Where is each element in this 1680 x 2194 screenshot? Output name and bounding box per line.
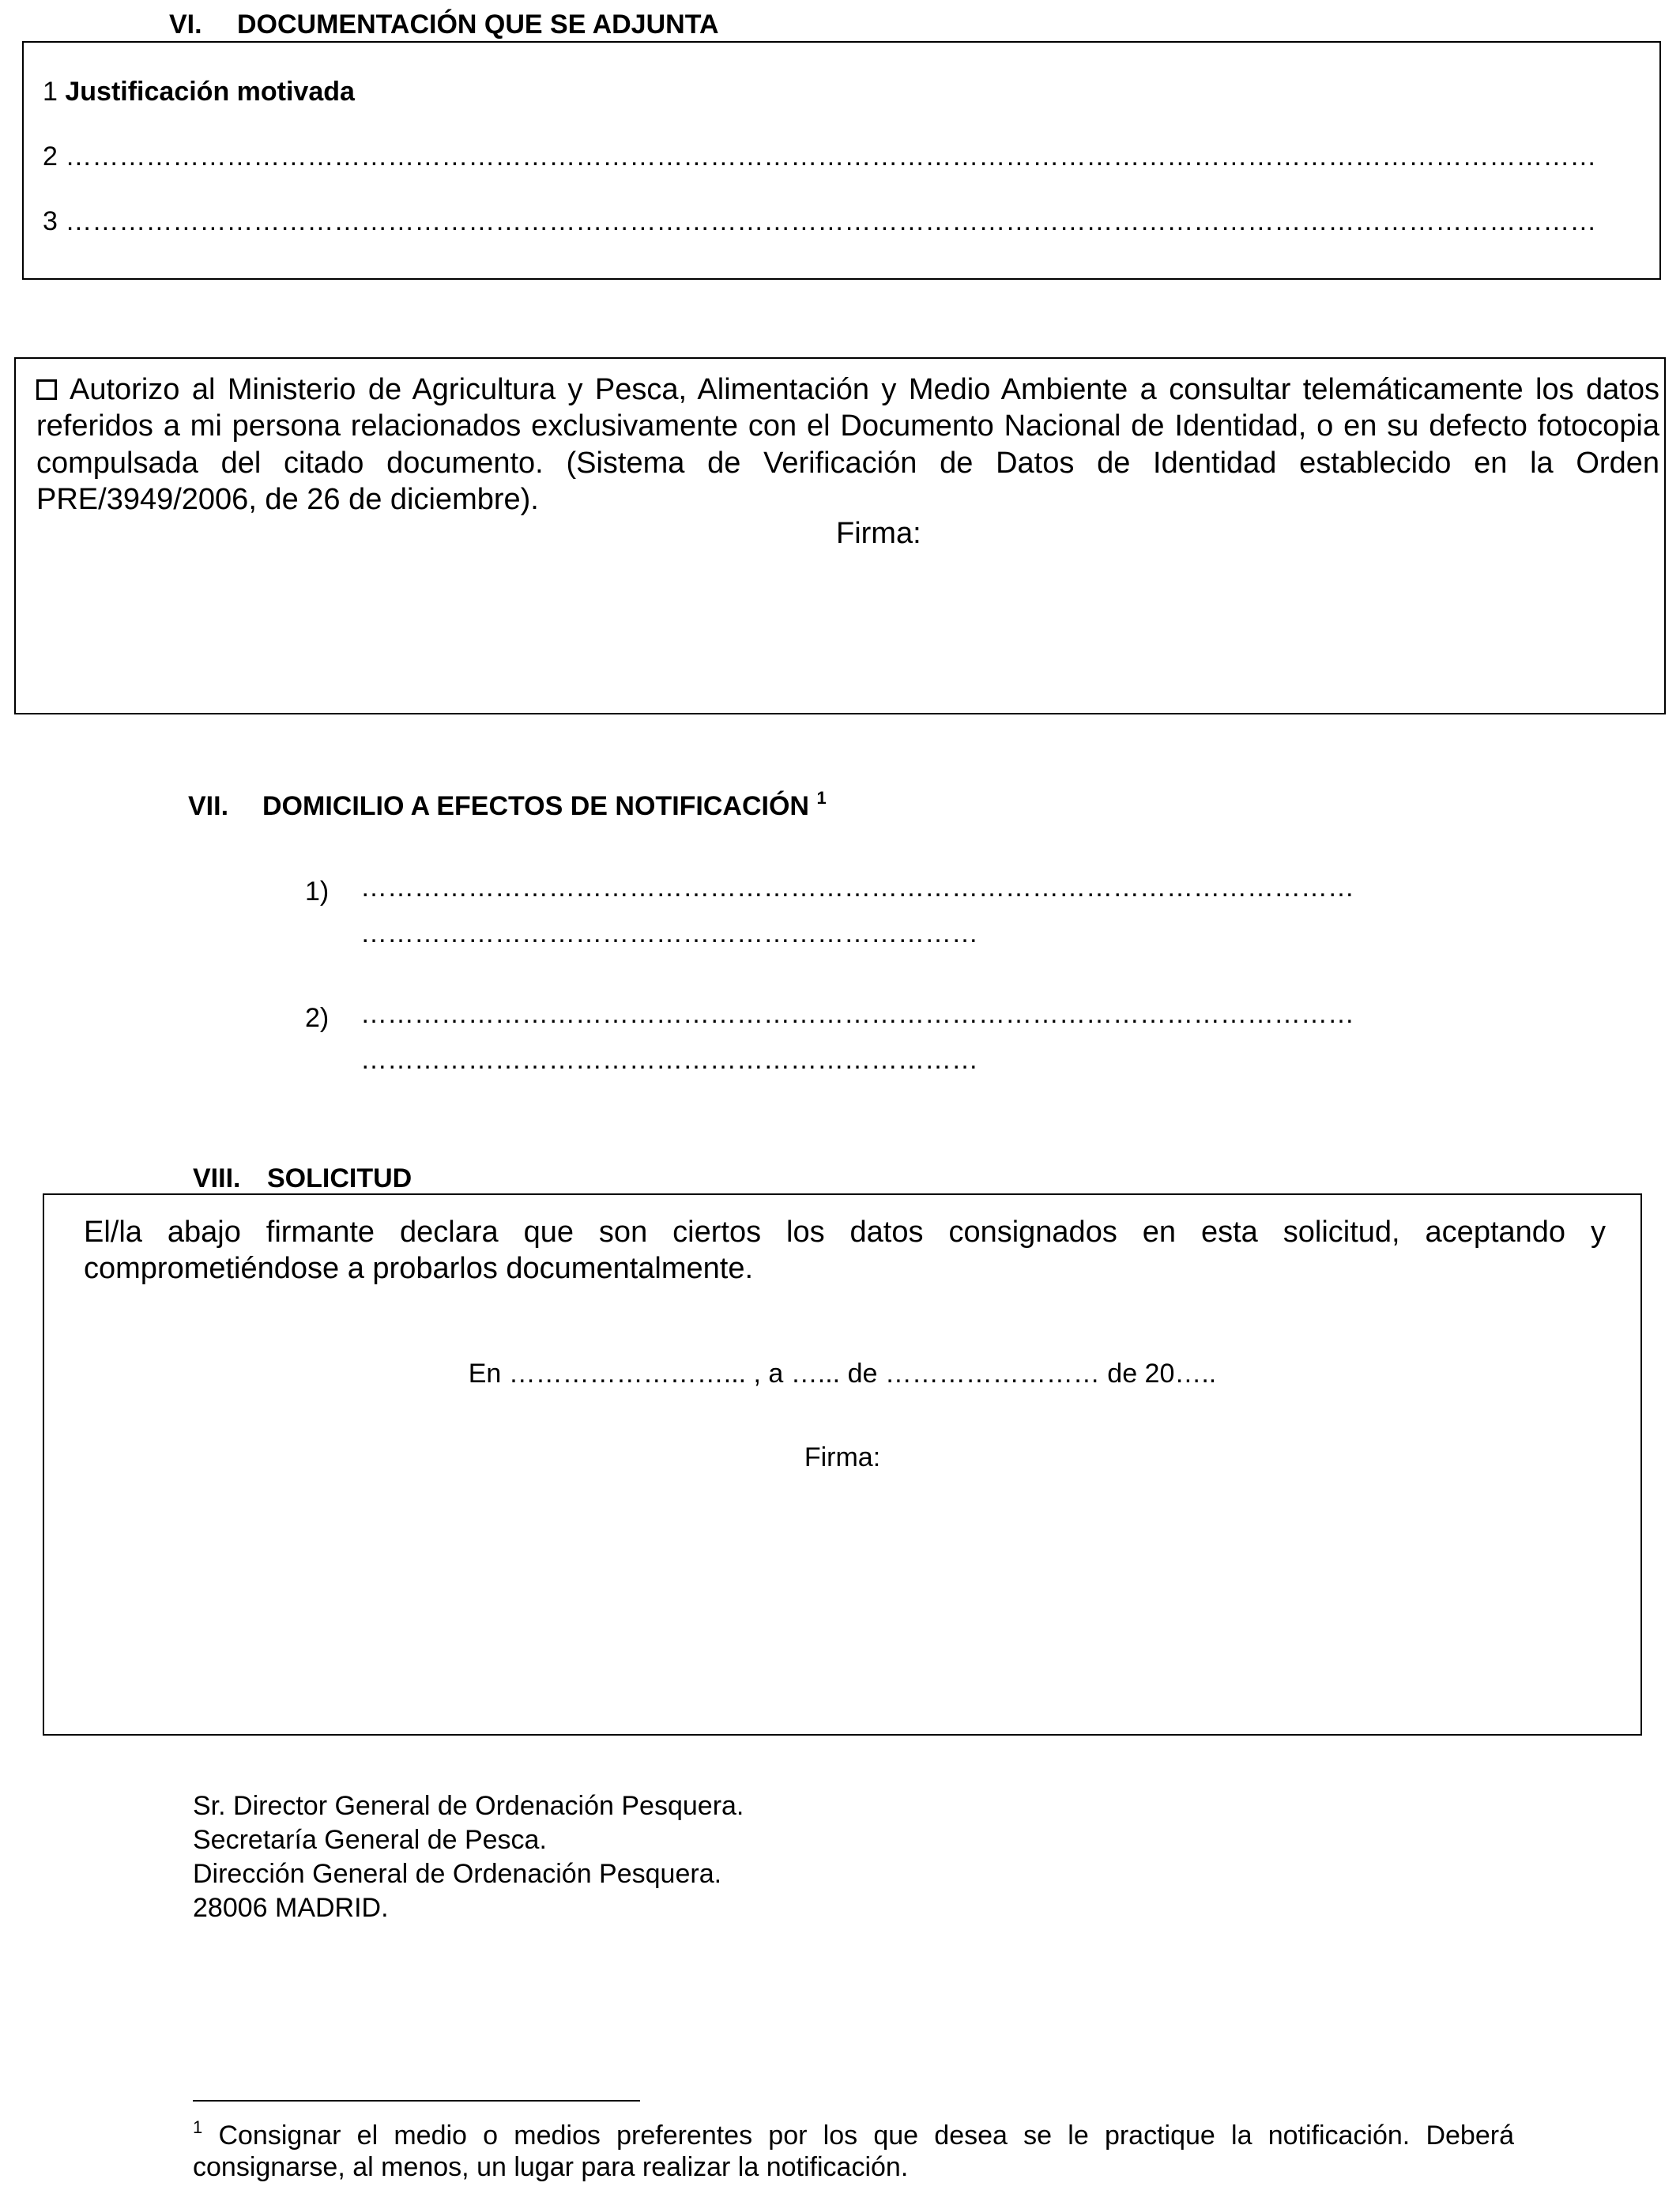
section-vii-heading <box>188 788 827 821</box>
declaration-text: El/la abajo firmante declara que son ciertos los datos consignados en esta solicitud, aceptando y comprometiéndose a probarlos documentalmente. <box>84 1216 1606 1286</box>
addressee-line-1: Sr. Director General de Ordenación Pesquera. <box>193 1791 744 1821</box>
doc-item-1-label: Justificación motivada <box>65 77 355 107</box>
section-viii-title: SOLICITUD <box>267 1163 412 1193</box>
section-viii-number: VIII. <box>193 1163 241 1193</box>
notification-entry-1-number: 1) <box>305 876 330 907</box>
authorization-box <box>14 357 1666 714</box>
notification-entry-2-number: 2) <box>305 1003 330 1033</box>
authorization-firma-label: Firma: <box>836 517 921 550</box>
documentation-box <box>22 41 1661 280</box>
notification-entry-1-line-2[interactable]: …………………………………………………………… <box>360 920 978 947</box>
section-vi-title: DOCUMENTACIÓN QUE SE ADJUNTA <box>237 9 719 40</box>
addressee-line-4: 28006 MADRID. <box>193 1893 389 1923</box>
solicitud-box <box>43 1193 1642 1736</box>
footnote-text: Consignar el medio o medios preferentes por los que desea se le practique la notificación. Deberá consignarse, al menos, un lugar para realizar la notificación. <box>193 2120 1514 2182</box>
authorization-checkbox[interactable] <box>36 379 57 400</box>
doc-item-2-fill-line: ……………………………………………………………………………………………………………………………………………………… <box>65 141 1597 172</box>
doc-item-3[interactable] <box>43 205 1655 238</box>
footnote <box>193 2117 1514 2183</box>
section-vi-number: VI. <box>169 9 202 40</box>
addressee-line-3: Dirección General de Ordenación Pesquera. <box>193 1859 722 1889</box>
solicitud-firma-label: Firma: <box>804 1442 881 1472</box>
authorization-paragraph <box>36 371 1659 518</box>
footnote-separator <box>193 2100 640 2102</box>
authorization-text: Autorizo al Ministerio de Agricultura y Pesca, Alimentación y Medio Ambiente a consultar telemáticamente los datos referidos a mi persona relacionados exclusivamente con el Documento Nacional de Identidad, o en su defecto fotocopia compulsada del citado documento. (Sistema de Verificación de Datos de Identidad establecido en la Orden PRE/3949/2006, de 26 de diciembre). <box>36 373 1659 517</box>
place-date-line[interactable]: En ……………………... , a …... de …………………… de 20….. <box>468 1359 1217 1389</box>
notification-entry-1-line-1[interactable]: ………………………………………………………………………………………………… <box>360 874 1354 901</box>
doc-item-1-number: 1 <box>43 77 58 107</box>
section-vii-title: DOMICILIO A EFECTOS DE NOTIFICACIÓN <box>262 791 809 821</box>
notification-entry-2-line-1[interactable]: ………………………………………………………………………………………………… <box>360 1001 1354 1027</box>
doc-item-2[interactable] <box>43 141 1655 173</box>
section-vi-heading <box>169 11 719 38</box>
footnote-mark: 1 <box>193 2117 203 2137</box>
doc-item-3-number: 3 <box>43 206 58 236</box>
section-vii-number: VII. <box>188 791 229 821</box>
addressee-block <box>193 1789 744 1925</box>
doc-item-1 <box>43 76 355 108</box>
section-vii-footnote-ref: 1 <box>816 788 827 808</box>
addressee-line-2: Secretaría General de Pesca. <box>193 1825 547 1855</box>
doc-item-3-fill-line: ……………………………………………………………………………………………………………………………………………………… <box>65 206 1597 236</box>
notification-entry-2-line-2[interactable]: …………………………………………………………… <box>360 1046 978 1073</box>
doc-item-2-number: 2 <box>43 141 58 172</box>
section-viii-heading <box>193 1165 412 1192</box>
